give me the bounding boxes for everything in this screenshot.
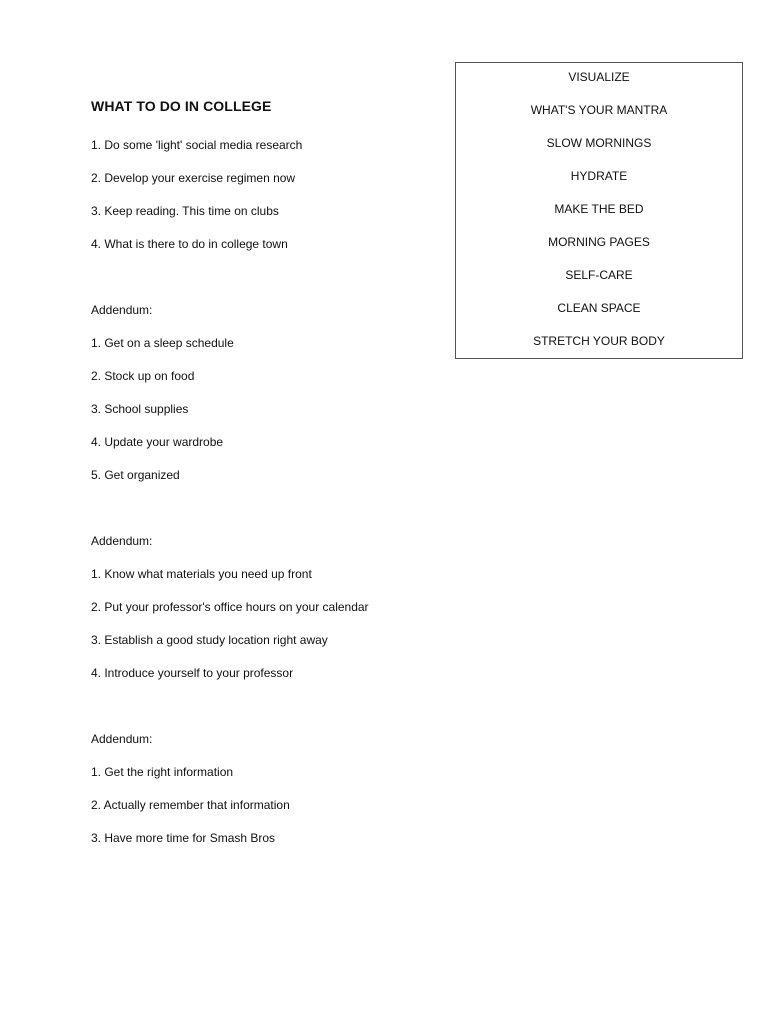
box-item: MORNING PAGES xyxy=(548,235,650,249)
list-item: 4. Update your wardrobe xyxy=(91,435,224,449)
list-item: 4. What is there to do in college town xyxy=(91,237,288,251)
addendum-heading: Addendum: xyxy=(91,534,153,548)
box-item: SELF-CARE xyxy=(565,268,633,282)
list-item: 2. Put your professor's office hours on your calendar xyxy=(91,600,369,614)
list-item: 1. Do some 'light' social media research xyxy=(91,138,303,152)
list-item: 3. Have more time for Smash Bros xyxy=(91,831,276,845)
list-item: 3. Keep reading. This time on clubs xyxy=(91,204,279,218)
document-body xyxy=(91,95,436,855)
list-item: 3. School supplies xyxy=(91,402,189,416)
list-item: 1. Get the right information xyxy=(91,765,234,779)
blank-line xyxy=(91,690,436,723)
list-item: 5. Get organized xyxy=(91,468,180,482)
box-item: CLEAN SPACE xyxy=(557,301,641,315)
list-item: 3. Establish a good study location right away xyxy=(91,633,328,647)
box-item: MAKE THE BED xyxy=(554,202,644,216)
box-item: STRETCH YOUR BODY xyxy=(533,334,665,348)
list-item: 1. Know what materials you need up front xyxy=(91,567,312,581)
box-item: VISUALIZE xyxy=(568,70,630,84)
box-item: WHAT'S YOUR MANTRA xyxy=(530,103,668,117)
list-item: 2. Actually remember that information xyxy=(91,798,290,812)
blank-line xyxy=(91,492,436,525)
morning-routine-box xyxy=(455,62,743,359)
list-item: 1. Get on a sleep schedule xyxy=(91,336,234,350)
document-title: WHAT TO DO IN COLLEGE xyxy=(91,98,272,114)
list-item: 4. Introduce yourself to your professor xyxy=(91,666,294,680)
addendum-heading: Addendum: xyxy=(91,732,153,746)
box-item: HYDRATE xyxy=(570,169,628,183)
box-item: SLOW MORNINGS xyxy=(546,136,652,150)
list-item: 2. Develop your exercise regimen now xyxy=(91,171,296,185)
list-item: 2. Stock up on food xyxy=(91,369,195,383)
blank-line xyxy=(91,261,436,294)
addendum-heading: Addendum: xyxy=(91,303,153,317)
